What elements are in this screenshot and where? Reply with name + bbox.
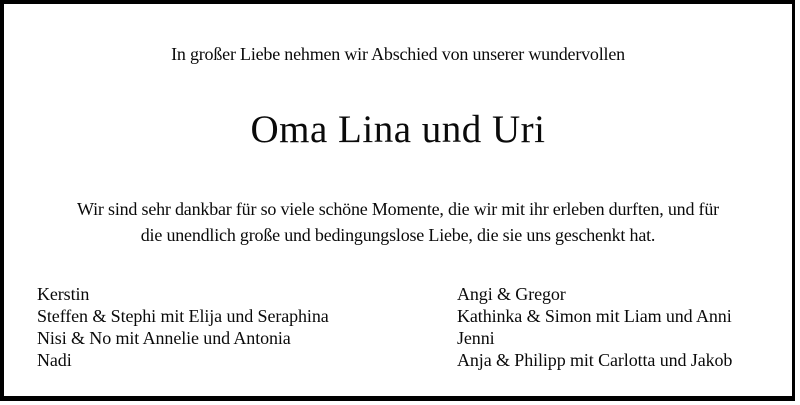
mourners-column-left (37, 283, 457, 371)
mourners-list (37, 283, 782, 371)
mourner-name: Kathinka & Simon mit Liam und Anni (457, 306, 732, 326)
mourner-name: Steffen & Stephi mit Elija und Seraphina (37, 306, 329, 326)
mourner-name: Kerstin (37, 284, 90, 304)
gratitude-message (4, 196, 792, 248)
mourner-name: Angi & Gregor (457, 284, 566, 304)
mourners-column-right (457, 283, 782, 371)
intro-line: In großer Liebe nehmen wir Abschied von unserer wundervollen (171, 44, 625, 64)
mourner-name: Nisi & No mit Annelie und Antonia (37, 328, 291, 348)
gratitude-message-line-2: die unendlich große und bedingungslose Liebe, die sie uns geschenkt hat. (140, 225, 656, 245)
mourner-name: Anja & Philipp mit Carlotta und Jakob (457, 350, 733, 370)
notice-title: Oma Lina und Uri (250, 108, 546, 151)
gratitude-message-line-1: Wir sind sehr dankbar für so viele schöne Momente, die wir mit ihr erleben durften, und für (77, 199, 719, 219)
mourner-name: Jenni (457, 328, 495, 348)
mourner-name: Nadi (37, 350, 72, 370)
